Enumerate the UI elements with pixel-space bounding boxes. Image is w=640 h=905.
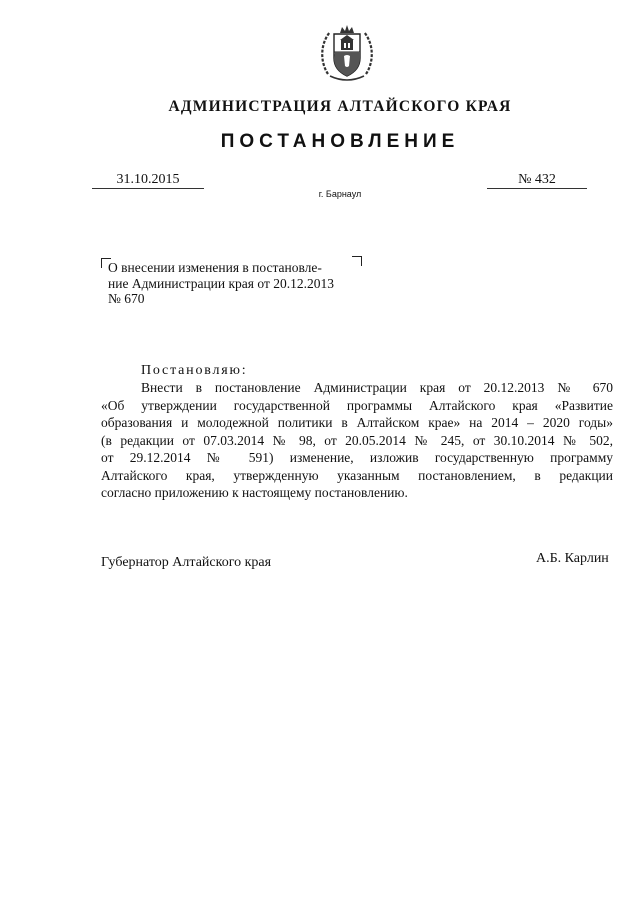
- body-line: (в редакции от 07.03.2014 № 98, от 20.05.2014 № 245, от 30.10.2014 № 502,: [101, 432, 613, 448]
- document-date: 31.10.2015: [92, 172, 204, 189]
- body-line: от 29.12.2014 № 591) изменение, изложив государственную программу: [101, 450, 613, 465]
- organization-title: АДМИНИСТРАЦИЯ АЛТАЙСКОГО КРАЯ: [168, 98, 512, 115]
- subject-line: № 670: [108, 291, 145, 306]
- body-line: «Об утверждении государственной программы Алтайского края «Развитие: [101, 397, 613, 413]
- subject-line: ние Администрации края от 20.12.2013: [108, 275, 334, 291]
- resolve-word: Постановляю:: [141, 363, 248, 378]
- body-line: Внести в постановление Администрации края от 20.12.2013 № 670: [141, 380, 613, 395]
- document-type-title: ПОСТАНОВЛЕНИЕ: [220, 131, 460, 152]
- signatory-name: А.Б. Карлин: [536, 551, 609, 566]
- body-line: Алтайского края, утвержденную указанным постановлением, в редакции: [101, 467, 613, 483]
- document-subject: [108, 260, 366, 307]
- body-line: образования и молодежной политики в Алтайском крае» на 2014 – 2020 годы»: [101, 415, 613, 430]
- document-number: № 432: [487, 172, 587, 189]
- body-line: согласно приложению к настоящему постановлению.: [101, 485, 408, 500]
- coat-of-arms-icon: [318, 22, 376, 84]
- signatory-title: Губернатор Алтайского края: [101, 555, 272, 570]
- document-city: г. Барнаул: [318, 189, 362, 199]
- document-body: [101, 379, 613, 502]
- subject-line: О внесении изменения в постановле-: [108, 260, 322, 275]
